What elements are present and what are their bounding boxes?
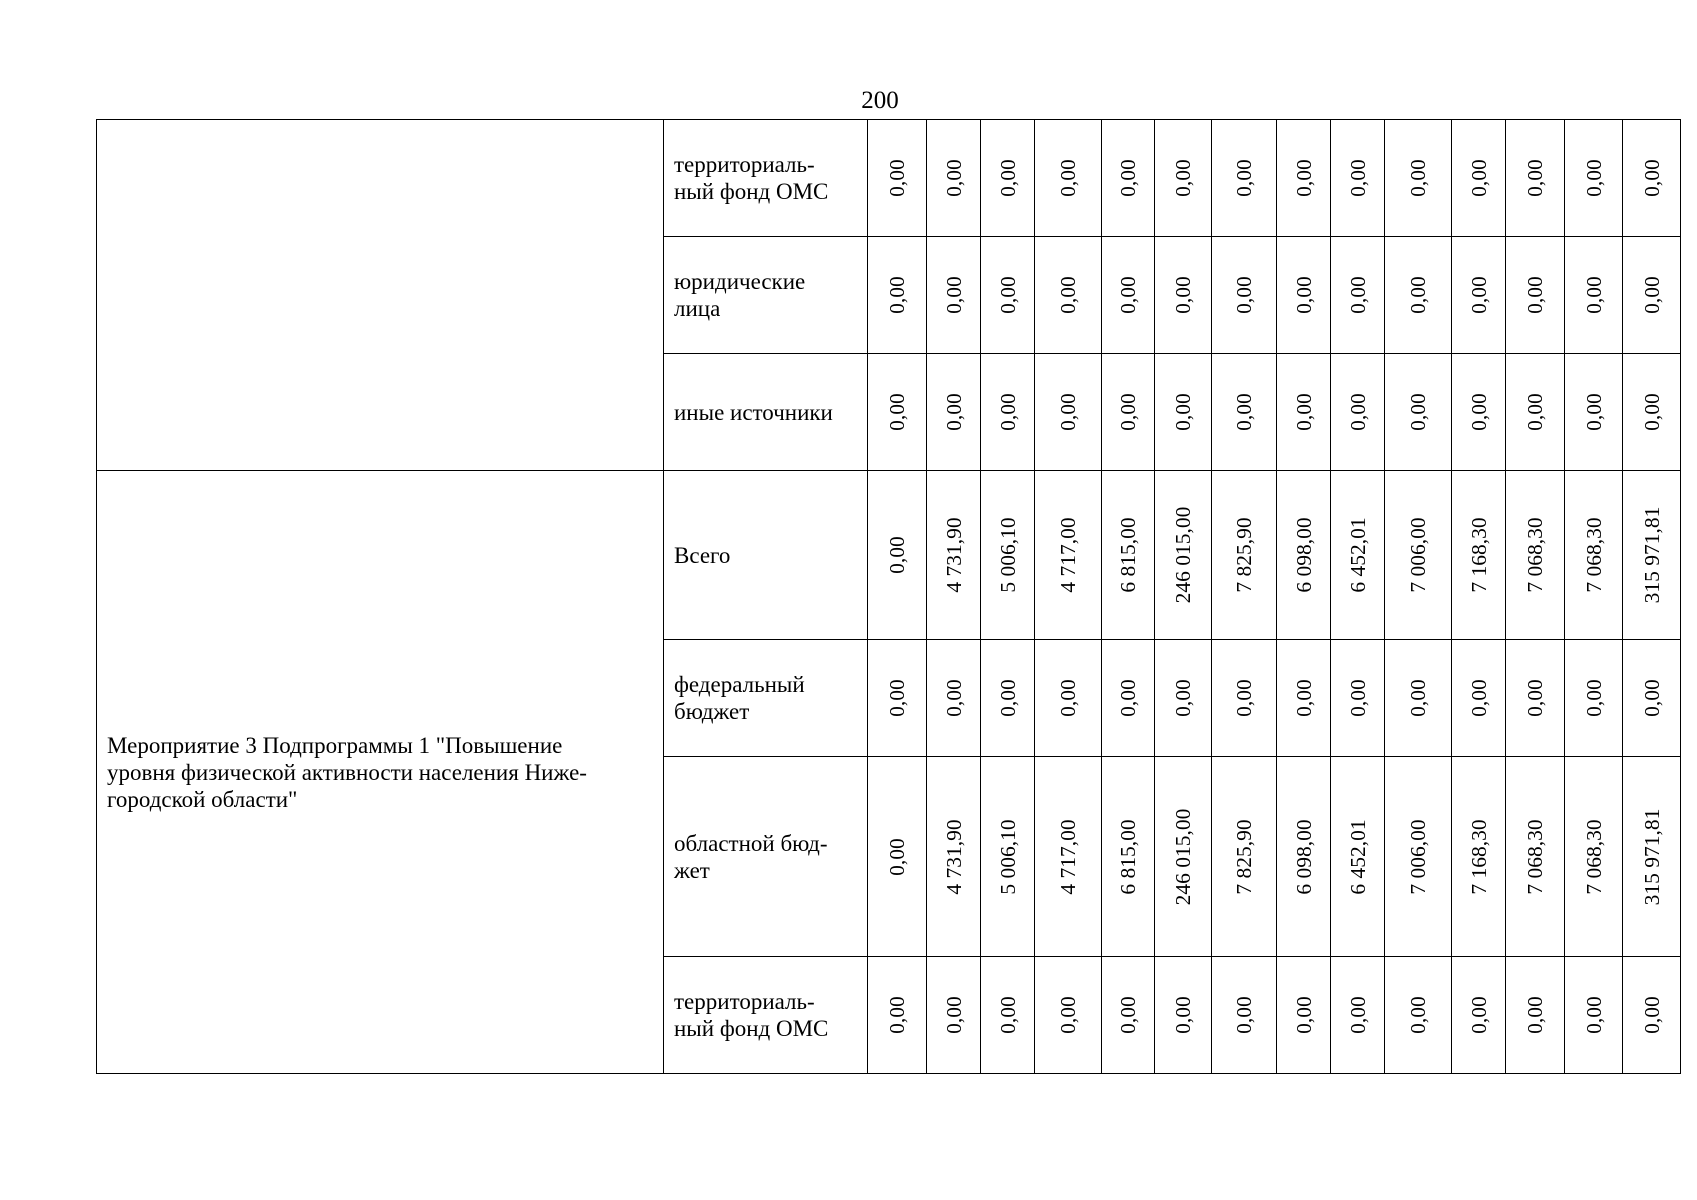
value-cell <box>1035 354 1102 471</box>
value-text: 0,00 <box>1232 159 1256 197</box>
funding-source-cell: иные источники <box>664 354 868 471</box>
value-text: 6 098,00 <box>1291 517 1316 593</box>
value-text: 7 168,30 <box>1466 818 1491 895</box>
value-cell <box>1623 957 1681 1074</box>
value-text: 0,00 <box>1291 159 1316 197</box>
value-cell <box>927 471 981 640</box>
value-cell <box>1623 237 1681 354</box>
value-text: 0,00 <box>1116 276 1140 314</box>
value-cell <box>1035 120 1102 237</box>
value-text: 0,00 <box>1345 393 1370 431</box>
value-text: 7 825,90 <box>1232 818 1256 895</box>
value-cell <box>927 757 981 957</box>
value-text: 0,00 <box>1581 276 1606 314</box>
value-cell <box>1331 640 1385 757</box>
value-cell <box>1385 757 1452 957</box>
value-text: 6 098,00 <box>1291 818 1316 895</box>
value-cell <box>1452 471 1506 640</box>
value-cell <box>1565 640 1623 757</box>
funding-source-cell: территориаль- ный фонд ОМС <box>664 957 868 1074</box>
value-text: 0,00 <box>1291 996 1316 1034</box>
value-text: 0,00 <box>1291 276 1316 314</box>
value-text: 5 006,10 <box>995 517 1020 593</box>
value-cell <box>1155 640 1212 757</box>
funding-source-cell: юридические лица <box>664 237 868 354</box>
value-text: 0,00 <box>1466 679 1491 717</box>
value-cell <box>1565 237 1623 354</box>
value-cell <box>1277 957 1331 1074</box>
value-text: 0,00 <box>1639 276 1664 314</box>
value-text: 0,00 <box>1523 276 1547 314</box>
value-cell <box>1565 957 1623 1074</box>
value-cell <box>1102 757 1155 957</box>
value-text: 0,00 <box>1171 159 1195 197</box>
value-text: 0,00 <box>1523 159 1547 197</box>
value-cell <box>1331 354 1385 471</box>
value-text: 0,00 <box>1232 996 1256 1034</box>
value-text: 0,00 <box>1406 159 1430 197</box>
value-text: 0,00 <box>1581 159 1606 197</box>
value-text: 0,00 <box>1056 393 1080 431</box>
value-text: 4 731,90 <box>941 818 966 895</box>
value-cell <box>1565 471 1623 640</box>
value-text: 0,00 <box>885 276 909 314</box>
value-text: 0,00 <box>1232 276 1256 314</box>
value-cell <box>1385 354 1452 471</box>
value-cell <box>1212 120 1277 237</box>
value-text: 0,00 <box>1056 996 1080 1034</box>
funding-source-cell: областной бюд- жет <box>664 757 868 957</box>
value-text: 0,00 <box>1523 393 1547 431</box>
value-cell <box>1277 354 1331 471</box>
value-text: 0,00 <box>885 159 909 197</box>
value-text: 0,00 <box>1291 393 1316 431</box>
value-cell <box>1452 640 1506 757</box>
value-text: 0,00 <box>1056 679 1080 717</box>
value-text: 0,00 <box>1406 679 1430 717</box>
value-text: 0,00 <box>995 996 1020 1034</box>
value-cell <box>1102 120 1155 237</box>
value-text: 0,00 <box>1639 996 1664 1034</box>
value-cell <box>1212 640 1277 757</box>
value-text: 0,00 <box>1523 996 1547 1034</box>
value-text: 0,00 <box>1345 996 1370 1034</box>
value-cell <box>981 757 1035 957</box>
funding-source-cell: территориаль- ный фонд ОМС <box>664 120 868 237</box>
value-cell <box>1102 640 1155 757</box>
value-text: 6 452,01 <box>1345 517 1370 593</box>
value-cell <box>1212 237 1277 354</box>
value-text: 4 717,00 <box>1056 818 1080 895</box>
value-cell <box>1212 354 1277 471</box>
value-cell <box>1452 757 1506 957</box>
value-cell <box>1506 640 1565 757</box>
event-title-cell: Мероприятие 3 Подпрограммы 1 "Повышение уровня физической активности населения Ниже- городской области" <box>97 471 664 1074</box>
value-text: 0,00 <box>941 393 966 431</box>
value-text: 0,00 <box>1171 996 1195 1034</box>
value-cell <box>927 120 981 237</box>
value-cell <box>1277 757 1331 957</box>
value-text: 0,00 <box>1116 996 1140 1034</box>
value-cell <box>868 640 927 757</box>
funding-source-cell: Всего <box>664 471 868 640</box>
value-cell <box>981 957 1035 1074</box>
value-cell <box>1102 354 1155 471</box>
value-text: 0,00 <box>995 393 1020 431</box>
value-text: 0,00 <box>1406 393 1430 431</box>
value-text: 0,00 <box>1056 159 1080 197</box>
value-cell <box>1452 237 1506 354</box>
value-text: 0,00 <box>1345 679 1370 717</box>
value-text: 7 168,30 <box>1466 517 1491 593</box>
value-cell <box>1331 957 1385 1074</box>
value-text: 0,00 <box>1639 159 1664 197</box>
value-cell <box>1385 957 1452 1074</box>
value-cell <box>1155 757 1212 957</box>
value-cell <box>1623 640 1681 757</box>
value-text: 0,00 <box>885 837 909 876</box>
value-cell <box>927 957 981 1074</box>
value-cell <box>981 640 1035 757</box>
value-cell <box>1506 237 1565 354</box>
value-cell <box>1452 120 1506 237</box>
value-cell <box>981 354 1035 471</box>
value-cell <box>868 471 927 640</box>
value-cell <box>1623 471 1681 640</box>
value-text: 0,00 <box>1056 276 1080 314</box>
value-text: 246 015,00 <box>1171 506 1195 604</box>
value-text: 0,00 <box>1171 393 1195 431</box>
value-cell <box>1035 957 1102 1074</box>
value-text: 7 068,30 <box>1523 818 1547 895</box>
value-text: 7 068,30 <box>1581 818 1606 895</box>
value-text: 4 731,90 <box>941 517 966 593</box>
value-cell <box>868 354 927 471</box>
value-cell <box>927 354 981 471</box>
value-text: 0,00 <box>1345 159 1370 197</box>
value-cell <box>1035 757 1102 957</box>
value-cell <box>1506 757 1565 957</box>
value-cell <box>1623 120 1681 237</box>
value-text: 0,00 <box>1639 679 1664 717</box>
value-cell <box>1331 471 1385 640</box>
value-cell <box>1565 120 1623 237</box>
value-text: 7 006,00 <box>1406 818 1430 895</box>
value-text: 7 068,30 <box>1523 517 1547 593</box>
value-cell <box>1623 757 1681 957</box>
value-text: 4 717,00 <box>1056 517 1080 593</box>
value-cell <box>1277 471 1331 640</box>
value-text: 0,00 <box>1581 679 1606 717</box>
value-cell <box>1331 757 1385 957</box>
value-cell <box>1212 471 1277 640</box>
value-text: 0,00 <box>941 159 966 197</box>
value-text: 6 815,00 <box>1116 818 1140 895</box>
value-cell <box>1102 471 1155 640</box>
page-number: 200 <box>861 87 899 114</box>
value-text: 7 006,00 <box>1406 517 1430 593</box>
value-text: 0,00 <box>885 393 909 431</box>
value-cell <box>1385 120 1452 237</box>
value-cell <box>1452 957 1506 1074</box>
value-text: 0,00 <box>1291 679 1316 717</box>
value-text: 7 068,30 <box>1581 517 1606 593</box>
value-cell <box>1385 640 1452 757</box>
value-cell <box>981 471 1035 640</box>
value-cell <box>1035 640 1102 757</box>
value-text: 0,00 <box>1466 393 1491 431</box>
value-cell <box>1212 757 1277 957</box>
value-text: 0,00 <box>885 996 909 1034</box>
value-cell <box>1277 120 1331 237</box>
value-text: 0,00 <box>1581 996 1606 1034</box>
value-cell <box>1506 120 1565 237</box>
value-cell <box>1331 120 1385 237</box>
value-text: 0,00 <box>885 536 909 574</box>
funding-source-cell: федеральный бюджет <box>664 640 868 757</box>
value-cell <box>1277 640 1331 757</box>
value-cell <box>1623 354 1681 471</box>
value-text: 0,00 <box>995 276 1020 314</box>
value-cell <box>1452 354 1506 471</box>
value-cell <box>1155 957 1212 1074</box>
value-text: 0,00 <box>1345 276 1370 314</box>
value-cell <box>1155 354 1212 471</box>
value-text: 246 015,00 <box>1171 808 1195 905</box>
value-cell <box>868 237 927 354</box>
value-text: 0,00 <box>1232 679 1256 717</box>
value-text: 0,00 <box>995 159 1020 197</box>
value-text: 0,00 <box>1406 996 1430 1034</box>
table-row <box>97 471 1681 640</box>
value-text: 315 971,81 <box>1639 506 1664 604</box>
value-text: 0,00 <box>941 679 966 717</box>
value-cell <box>981 120 1035 237</box>
value-cell <box>1506 957 1565 1074</box>
value-text: 0,00 <box>1232 393 1256 431</box>
value-text: 0,00 <box>1171 276 1195 314</box>
value-cell <box>1155 237 1212 354</box>
value-text: 0,00 <box>1116 159 1140 197</box>
value-cell <box>1506 354 1565 471</box>
value-cell <box>1102 237 1155 354</box>
value-text: 7 825,90 <box>1232 517 1256 593</box>
value-cell <box>927 237 981 354</box>
value-cell <box>1277 237 1331 354</box>
value-text: 0,00 <box>1171 679 1195 717</box>
value-cell <box>927 640 981 757</box>
table-row <box>97 120 1681 237</box>
value-cell <box>981 237 1035 354</box>
value-text: 6 452,01 <box>1345 818 1370 895</box>
value-cell <box>1155 471 1212 640</box>
value-cell <box>868 957 927 1074</box>
value-cell <box>1385 471 1452 640</box>
value-cell <box>1035 237 1102 354</box>
value-cell <box>868 120 927 237</box>
value-cell <box>868 757 927 957</box>
value-text: 0,00 <box>995 679 1020 717</box>
value-text: 0,00 <box>1581 393 1606 431</box>
budget-table <box>96 119 1681 1074</box>
value-text: 0,00 <box>1466 276 1491 314</box>
value-text: 0,00 <box>1406 276 1430 314</box>
value-cell <box>1102 957 1155 1074</box>
value-text: 6 815,00 <box>1116 517 1140 593</box>
event-title-cell <box>97 120 664 471</box>
value-cell <box>1155 120 1212 237</box>
value-text: 5 006,10 <box>995 818 1020 895</box>
value-text: 0,00 <box>1116 393 1140 431</box>
value-cell <box>1212 957 1277 1074</box>
value-text: 0,00 <box>1116 679 1140 717</box>
value-cell <box>1506 471 1565 640</box>
value-cell <box>1565 354 1623 471</box>
value-text: 0,00 <box>1523 679 1547 717</box>
value-text: 0,00 <box>1639 393 1664 431</box>
value-text: 0,00 <box>941 996 966 1034</box>
value-cell <box>1331 237 1385 354</box>
value-text: 0,00 <box>1466 159 1491 197</box>
value-text: 0,00 <box>1466 996 1491 1034</box>
value-cell <box>1385 237 1452 354</box>
value-text: 0,00 <box>885 679 909 717</box>
value-text: 315 971,81 <box>1639 808 1664 905</box>
value-cell <box>1035 471 1102 640</box>
value-cell <box>1565 757 1623 957</box>
value-text: 0,00 <box>941 276 966 314</box>
